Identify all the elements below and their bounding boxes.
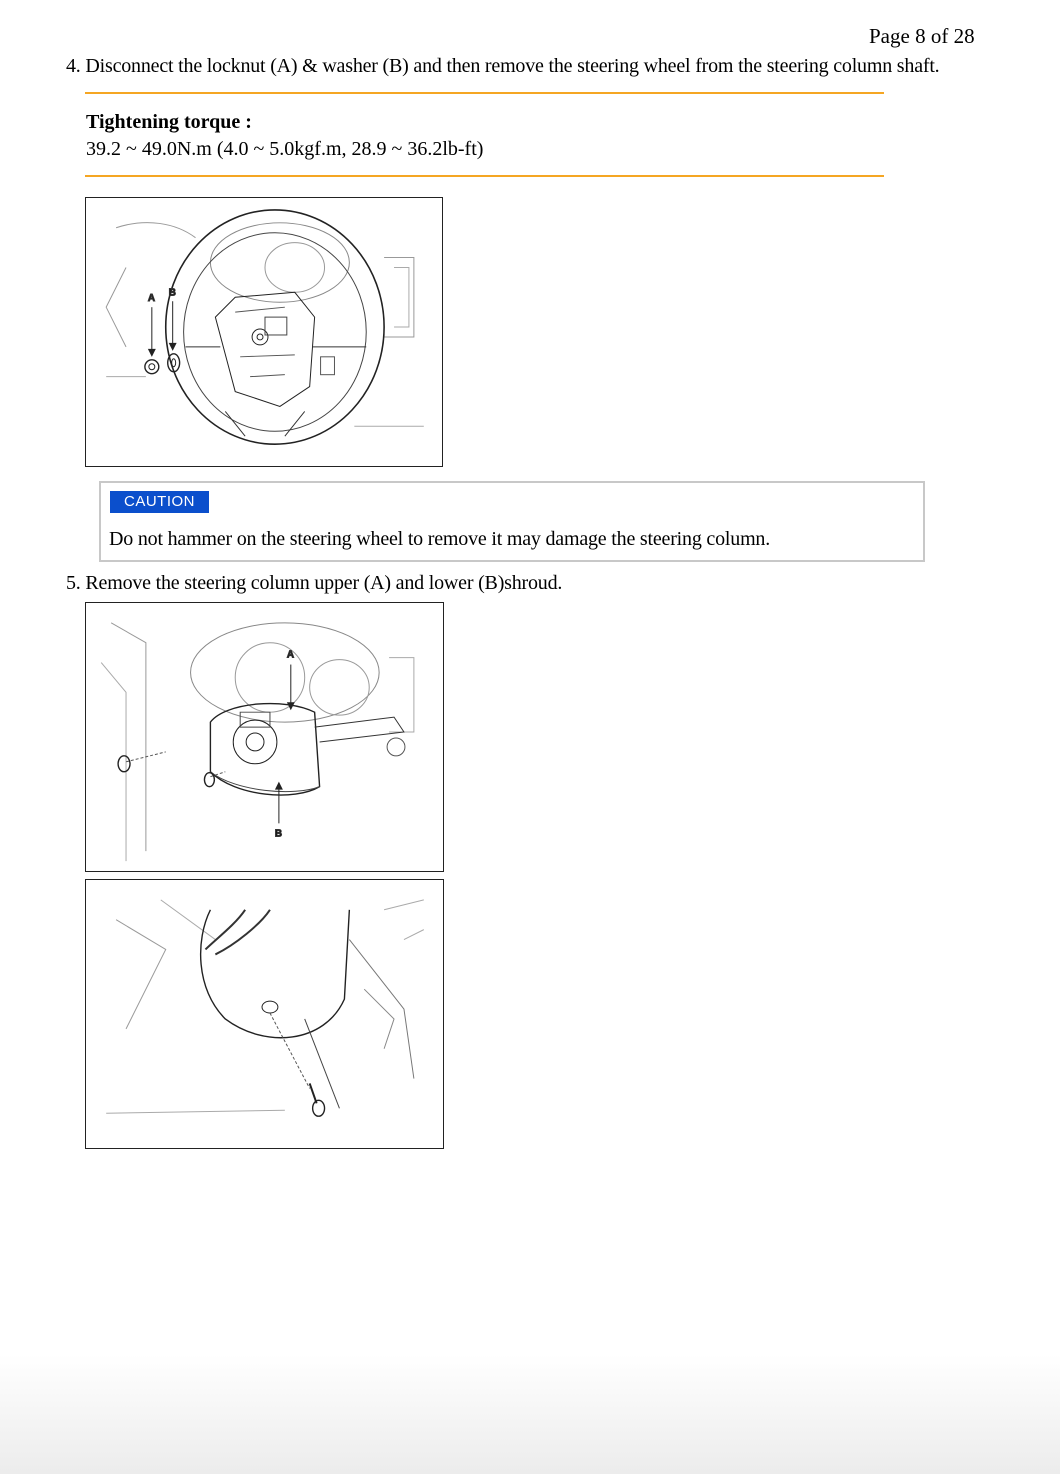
caution-badge: CAUTION bbox=[110, 491, 209, 513]
torque-rule-bottom bbox=[85, 175, 884, 177]
caution-text: Do not hammer on the steering wheel to remove it may damage the steering column. bbox=[109, 528, 771, 550]
steering-wheel-illustration bbox=[85, 197, 443, 467]
page-bottom-shade bbox=[0, 1354, 1060, 1474]
callout-b-label: B bbox=[274, 828, 283, 840]
step-5-instruction: 5. Remove the steering column upper (A) and lower (B)shroud. bbox=[66, 572, 563, 594]
step-4-instruction: 4. Disconnect the locknut (A) & washer (B) and then remove the steering wheel from the steering column shaft. bbox=[66, 55, 940, 77]
callout-b-label: B bbox=[168, 287, 176, 299]
callout-a-label: A bbox=[286, 649, 294, 661]
callout-a-label: A bbox=[147, 293, 156, 305]
torque-rule-top bbox=[85, 92, 884, 94]
steering-column-shroud-illustration bbox=[85, 602, 444, 872]
torque-value: 39.2 ~ 49.0N.m (4.0 ~ 5.0kgf.m, 28.9 ~ 36.2lb-ft) bbox=[86, 138, 484, 160]
page-number: Page 8 of 28 bbox=[869, 24, 975, 48]
caution-notice bbox=[99, 481, 925, 562]
torque-title: Tightening torque : bbox=[86, 111, 252, 133]
lower-shroud-screw-illustration bbox=[85, 879, 444, 1149]
